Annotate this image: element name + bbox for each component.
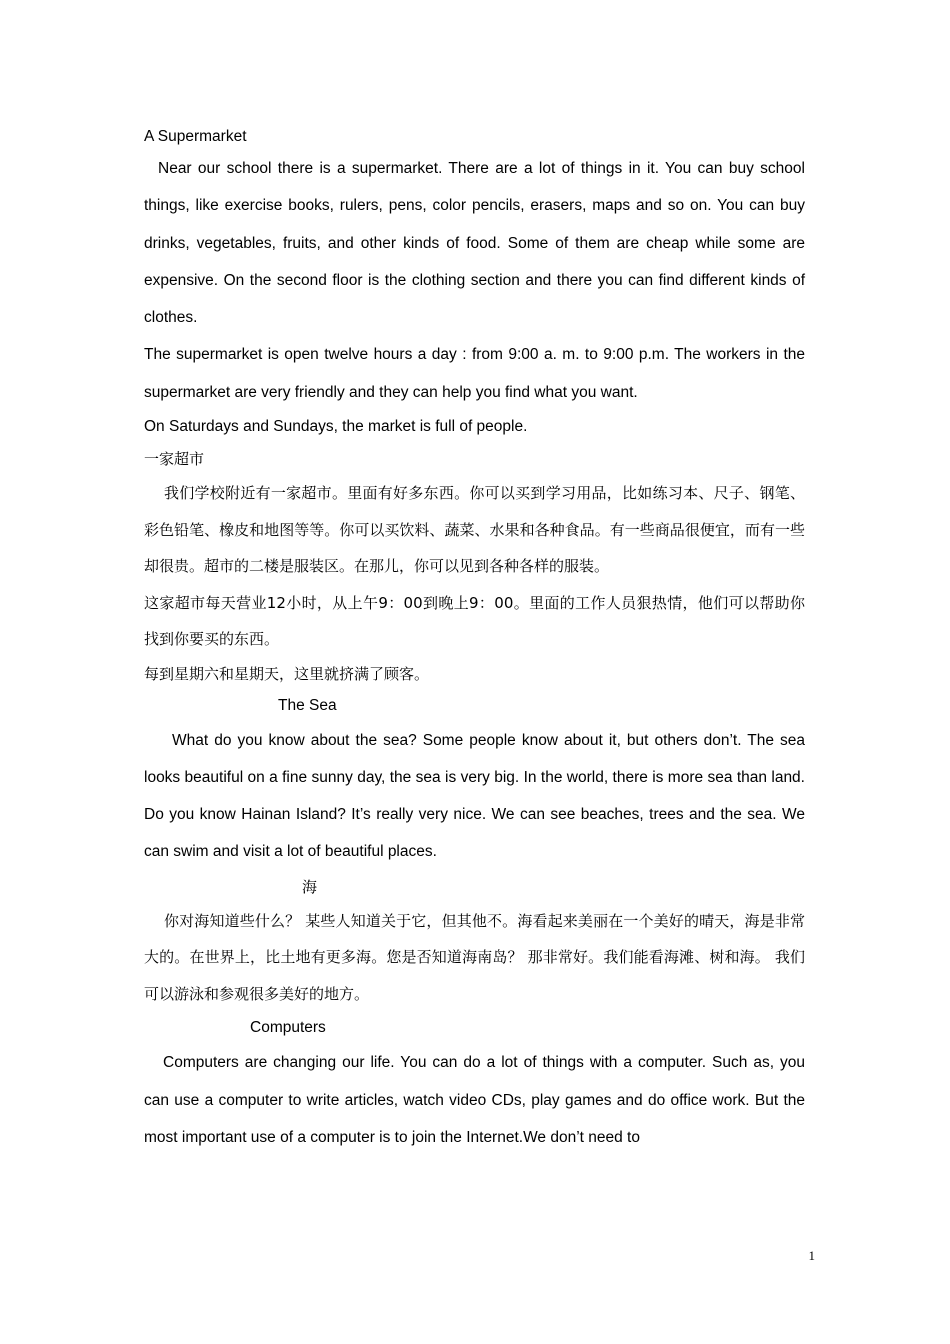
- section-title-computers: Computers: [250, 1019, 326, 1037]
- document-body: [144, 124, 805, 1156]
- paragraph-sea-zh-1: 你对海知道些什么？ 某些人知道关于它，但其他不。海看起来美丽在一个美好的晴天，海是非常大的。在世界上，比土地有更多海。您是否知道海南岛？ 那非常好。我们能看海滩、树和海。 我们可以游泳和参观很多美好的地方。: [144, 911, 805, 1003]
- section-title-supermarket-zh: 一家超市: [144, 450, 205, 469]
- section-title-sea-zh: 海: [302, 877, 318, 896]
- page-number: 1: [808, 1248, 815, 1263]
- paragraph-supermarket-zh-3: 每到星期六和星期天，这里就挤满了顾客。: [144, 664, 430, 683]
- section-title-supermarket: A Supermarket: [144, 128, 247, 145]
- section-title-sea: The Sea: [278, 696, 337, 714]
- paragraph-computers-1: Computers are changing our life. You can do a lot of things with a computer. Such as, you can use a computer to write articles, watch video CDs, play games and do office work. But the most important use of a computer is to join the Internet.We don’t need to: [144, 1054, 805, 1146]
- paragraph-sea-1: What do you know about the sea? Some people know about it, but others don’t. The sea looks beautiful on a fine sunny day, the sea is very big. In the world, there is more sea than land. Do you know Hainan Island? It’s really very nice. We can see beaches, trees and the sea. We can swim and visit a lot of beautiful places.: [144, 731, 805, 861]
- paragraph-supermarket-zh-1: 我们学校附近有一家超市。里面有好多东西。你可以买到学习用品，比如练习本、尺子、钢笔、彩色铅笔、橡皮和地图等等。你可以买饮料、蔬菜、水果和各种食品。有一些商品很便宜，而有一些却很贵。超市的二楼是服装区。在那儿，你可以见到各种各样的服装。: [144, 484, 805, 576]
- paragraph-supermarket-zh-2: 这家超市每天营业12小时，从上午9：00到晚上9：00。里面的工作人员狠热情，他们可以帮助你找到你要买的东西。: [144, 593, 805, 649]
- paragraph-supermarket-2: The supermarket is open twelve hours a day : from 9:00 a. m. to 9:00 p.m. The workers in the supermarket are very friendly and they can help you find what you want.: [144, 346, 805, 401]
- paragraph-supermarket-1: Near our school there is a supermarket. There are a lot of things in it. You can buy school things, like exercise books, rulers, pens, color pencils, erasers, maps and so on. You can buy drinks, vegetables, fruits, and other kinds of food. Some of them are cheap while some are expensive. On the second floor is the clothing section and there you can find different kinds of clothes.: [144, 160, 805, 327]
- paragraph-supermarket-3: On Saturdays and Sundays, the market is full of people.: [144, 418, 528, 436]
